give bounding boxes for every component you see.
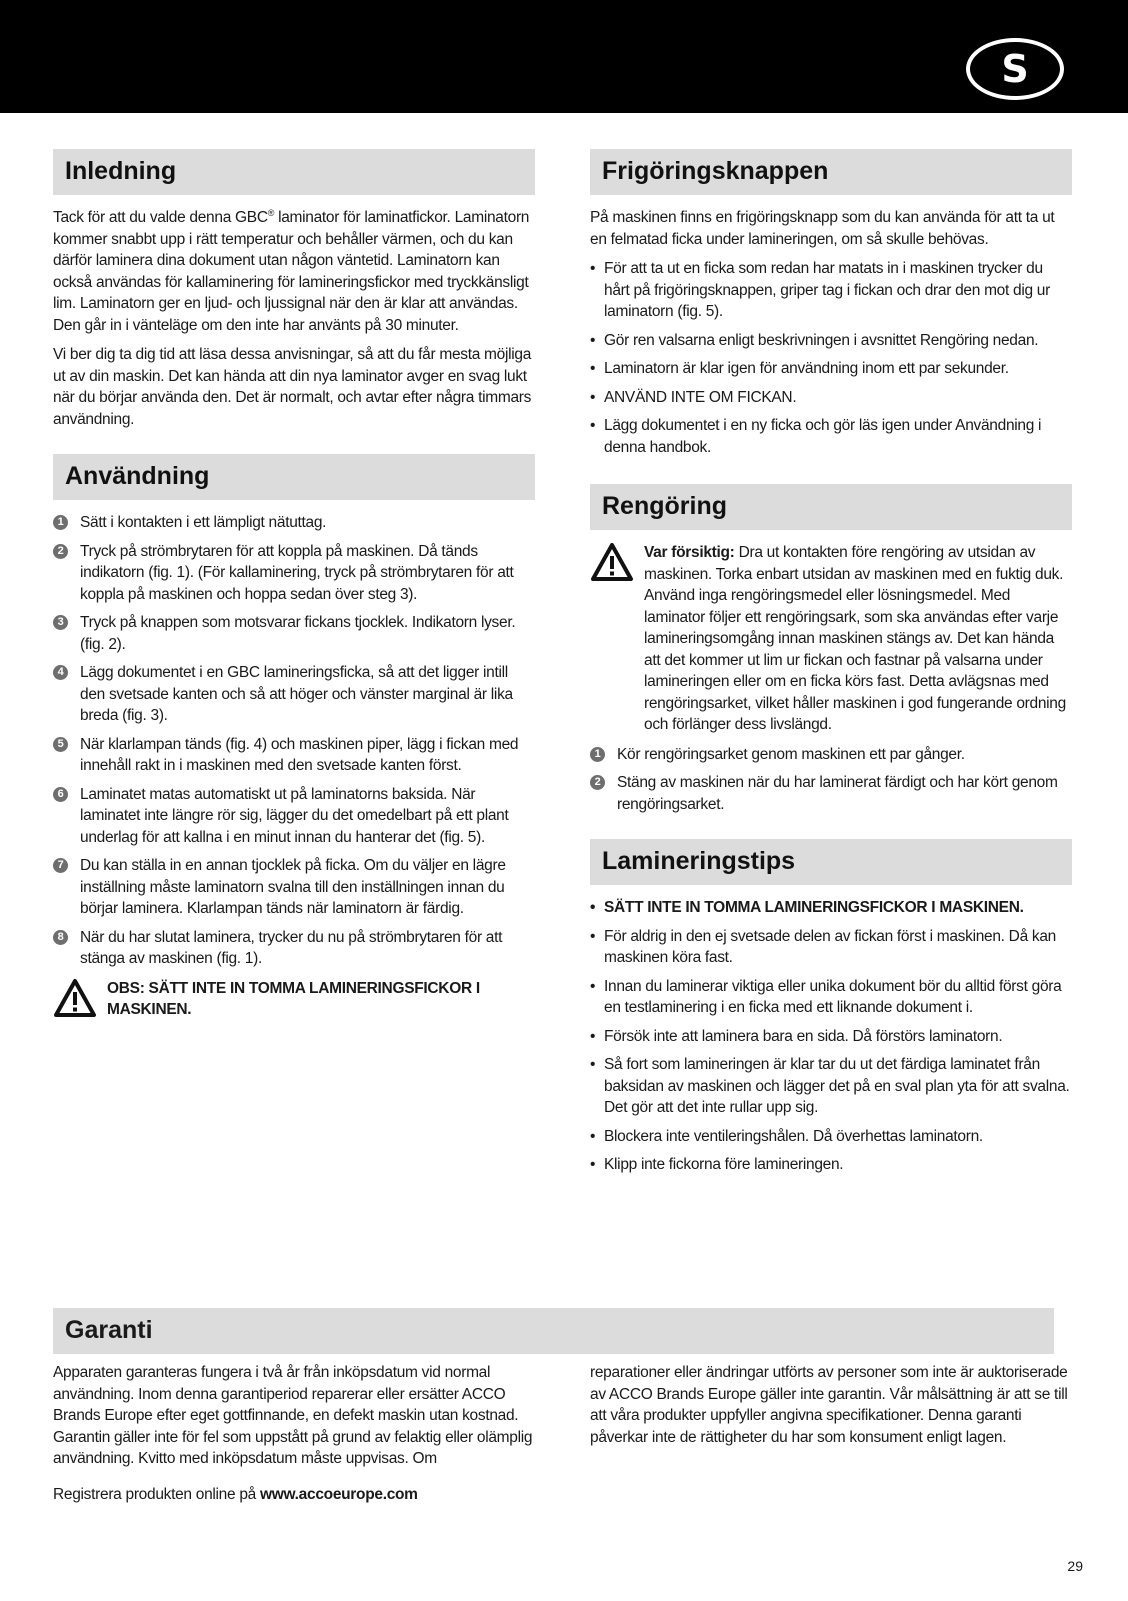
step-number: 5: [53, 737, 68, 752]
step-item: [53, 512, 535, 534]
step-item: [590, 772, 1072, 815]
warranty-right-text: reparationer eller ändringar utförts av personer som inte är auktoriserade av ACCO Brands Europe gäller inte garantin. Vår målsättning är att se till att våra produkter uppfyller angivna specifikationer. Denna garanti påverkar inte de rättigheter du har som konsument enligt lagen.: [590, 1364, 1068, 1446]
registered-mark: ®: [267, 207, 275, 218]
step-item: [53, 784, 535, 849]
warranty-left: [53, 1362, 535, 1513]
intro-paragraph-1: [53, 207, 535, 336]
warranty-right: [590, 1362, 1072, 1456]
warranty-title: Garanti: [53, 1308, 1054, 1354]
step-text: Tryck på strömbrytaren för att koppla på maskinen. Då tänds indikatorn (fig. 1). (För kallaminering, tryck på strömbrytaren för att koppla på maskinen och hoppa sedan över steg 3).: [80, 542, 514, 603]
usage-warning-text: OBS: SÄTT INTE IN TOMMA LAMINERINGSFICKOR I MASKINEN.: [107, 979, 480, 1018]
step-text: Tryck på knappen som motsvarar fickans tjocklek. Indikatorn lyser. (fig. 2).: [80, 614, 516, 653]
release-section: [590, 149, 1072, 465]
bullet-item: • Klipp inte fickorna före lamineringen.: [590, 1154, 1072, 1176]
step-number: 8: [53, 930, 68, 945]
intro-p1-a: Tack för att du valde denna GBC: [53, 209, 268, 226]
step-item: [590, 744, 1072, 766]
top-banner: [0, 0, 1128, 113]
language-badge: S: [966, 38, 1064, 100]
warning-icon: [53, 978, 97, 1018]
cleaning-title: Rengöring: [590, 484, 1072, 530]
step-number: 4: [53, 665, 68, 680]
step-item: [53, 662, 535, 727]
step-text: När klarlampan tänds (fig. 4) och maskinen piper, lägg i fickan med innehåll rakt in i maskinen med den svetsade kanten först.: [80, 735, 519, 774]
release-title: Frigöringsknappen: [590, 149, 1072, 195]
cleaning-warning-body: Dra ut kontakten före rengöring av utsidan av maskinen. Torka enbart utsidan av maskinen med en fuktig duk. Använd inga rengöringsmedel eller lösningsmedel. Med laminator följer ett rengöringsark, som ska användas efter varje lamineringsomgång innan maskinen stängs av. Det kan hända att det kommer ut lim ur fickan och fastnar på valsarna under lamineringen eller om en ficka körs fast. Detta avlägsnas med rengöringsarket, vilket håller maskinen i god fungerande ordning och förlänger dess livslängd.: [644, 544, 1066, 733]
bullet-item: • Laminatorn är klar igen för användning inom ett par sekunder.: [590, 358, 1072, 380]
intro-title: Inledning: [53, 149, 535, 195]
step-item: [53, 855, 535, 920]
usage-section: [53, 454, 535, 1021]
step-number: 3: [53, 615, 68, 630]
step-number: 1: [590, 747, 605, 762]
bullet-item: • Försök inte att laminera bara en sida. Då förstörs laminatorn.: [590, 1026, 1072, 1048]
bullet-item: • Blockera inte ventileringshålen. Då överhettas laminatorn.: [590, 1126, 1072, 1148]
register-text: Registrera produkten online på: [53, 1485, 260, 1503]
page-number: 29: [1067, 1558, 1083, 1574]
bullet-item: • För aldrig in den ej svetsade delen av fickan först i maskinen. Då kan maskinen köra fast.: [590, 926, 1072, 969]
step-item: [53, 734, 535, 777]
warning-icon: [590, 542, 634, 582]
usage-steps: [53, 512, 535, 970]
step-text: Sätt i kontakten i ett lämpligt nätuttag.: [80, 514, 327, 531]
register-link[interactable]: www.accoeurope.com: [259, 1485, 418, 1503]
tips-title: Lamineringstips: [590, 839, 1072, 885]
tips-bullets: [590, 897, 1072, 1176]
cleaning-warning-label: Var försiktig:: [644, 544, 735, 561]
step-text: Lägg dokumentet i en GBC lamineringsficka, så att det ligger intill den svetsade kanten och så att höger och vänster marginal är lika breda (fig. 3).: [80, 664, 513, 724]
step-item: [53, 612, 535, 655]
bullet-item: • Innan du laminerar viktiga eller unika dokument bör du alltid först göra en testlaminering i en ficka med ett liknande dokument i.: [590, 976, 1072, 1019]
cleaning-warning: [590, 542, 1072, 736]
bullet-item: • ANVÄND INTE OM FICKAN.: [590, 387, 1072, 409]
step-number: 7: [53, 858, 68, 873]
tips-bold-bullet: • SÄTT INTE IN TOMMA LAMINERINGSFICKOR I MASKINEN.: [590, 897, 1072, 919]
left-column: [53, 149, 535, 438]
bullet-item: • Gör ren valsarna enligt beskrivningen i avsnittet Rengöring nedan.: [590, 330, 1072, 352]
intro-p1-b: laminator för laminatfickor. Laminatorn kommer snabbt upp i rätt temperatur och behåller värmen, och du kan därför laminera dina dokument utan någon väntetid. Laminatorn kan också användas för kallaminering för lamineringsfickor med tryckkänsligt lim. Laminatorn ger en ljud- och ljussignal när den är klar att användas. Den går in i vänteläge om den inte har använts på 30 minuter.: [53, 209, 530, 334]
step-number: 6: [53, 787, 68, 802]
tips-section: [590, 839, 1072, 1183]
step-text: Laminatet matas automatiskt ut på laminatorns baksida. När laminatet inte längre rör sig, lägger du det omedelbart på ett plant underlag för att kallna i en minut innan du hanterar det (fig. 5).: [80, 785, 509, 846]
cleaning-section: [590, 484, 1072, 822]
step-number: 2: [590, 775, 605, 790]
step-text: Kör rengöringsarket genom maskinen ett par gånger.: [617, 745, 965, 763]
cleaning-warning-text: [644, 542, 1072, 736]
bullet-item: • Lägg dokumentet i en ny ficka och gör läs igen under Användning i denna handbok.: [590, 415, 1072, 458]
step-text: När du har slutat laminera, trycker du nu på strömbrytaren för att stänga av maskinen (fig. 1).: [80, 928, 503, 967]
step-item: [53, 541, 535, 606]
bullet-item: • För att ta ut en ficka som redan har matats in i maskinen trycker du hårt på frigöringsknappen, griper tag i fickan och drar den mot dig ur laminatorn (fig. 5).: [590, 258, 1072, 323]
step-text: Stäng av maskinen när du har laminerat färdigt och har kört genom rengöringsarket.: [617, 774, 1058, 813]
step-number: 1: [53, 515, 68, 530]
usage-warning: [53, 978, 535, 1021]
release-bullets: [590, 258, 1072, 458]
bullet-item: • Så fort som lamineringen är klar tar du ut det färdiga laminatet från baksidan av maskinen och lägger det på en sval plan yta för att svalna. Det gör att det inte rullar upp sig.: [590, 1054, 1072, 1119]
release-intro: På maskinen finns en frigöringsknapp som du kan använda för att ta ut en felmatad ficka under lamineringen, om så skulle behövas.: [590, 209, 1055, 248]
step-number: 2: [53, 544, 68, 559]
cleaning-steps: [590, 744, 1072, 816]
warranty-register: [53, 1484, 535, 1506]
step-item: [53, 927, 535, 970]
usage-title: Användning: [53, 454, 535, 500]
warranty-left-text: Apparaten garanteras fungera i två år från inköpsdatum vid normal användning. Inom denna garantiperiod reparerar eller ersätter ACCO Brands Europe efter eget gottfinnande, en defekt maskin utan kostnad. Garantin gäller inte för fel som uppstått på grund av felaktig eller olämplig användning. Kvitto med inköpsdatum måste uppvisas. Om: [53, 1364, 533, 1467]
intro-paragraph-2: Vi ber dig ta dig tid att läsa dessa anvisningar, så att du får mesta möjliga ut av din maskin. Det kan hända att din nya laminator avger en svag lukt när du börjar använda den. Det är normalt, och avtar efter några timmars användning.: [53, 346, 532, 428]
step-text: Du kan ställa in en annan tjocklek på ficka. Om du väljer en lägre inställning måste laminatorn svalna till den inställningen innan du börjar laminera. Klarlampan tänds när laminatorn är färdig.: [80, 857, 506, 917]
